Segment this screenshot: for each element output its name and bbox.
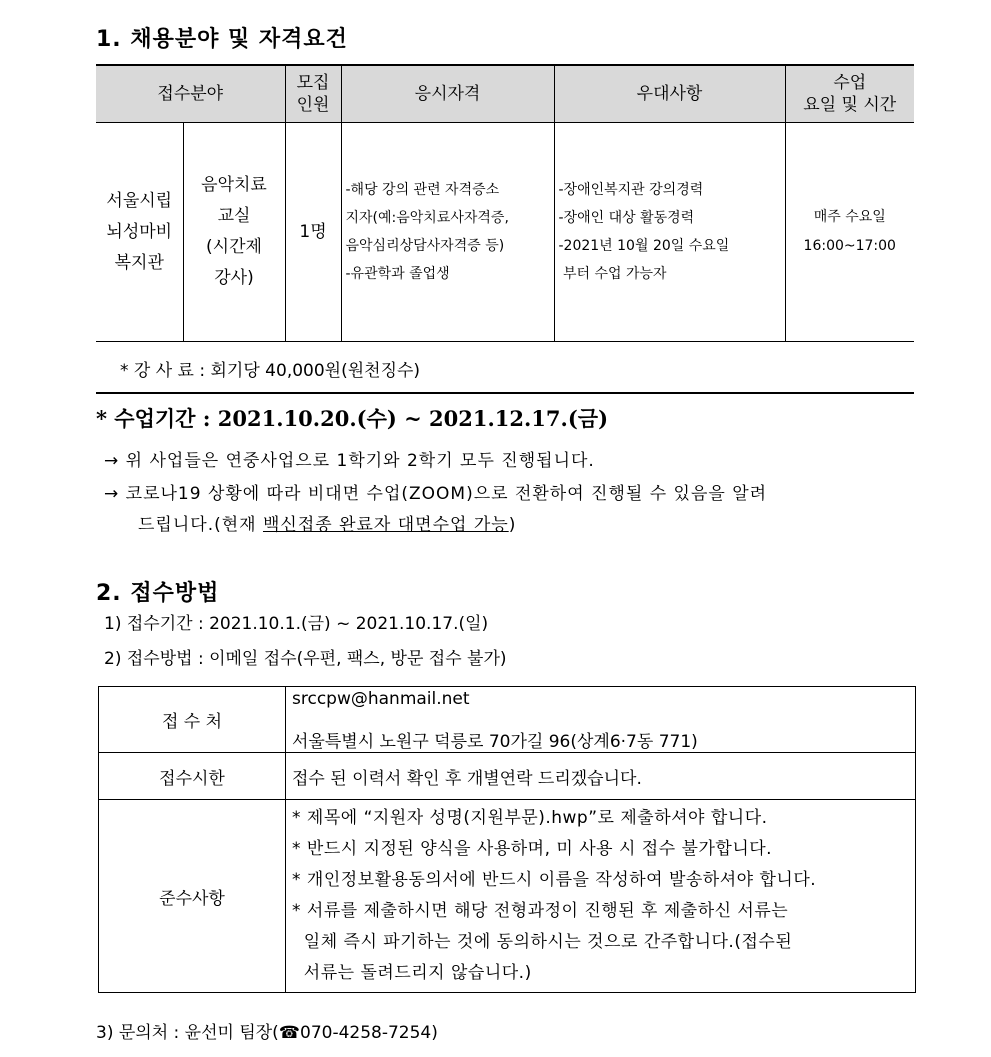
qualification-cell: -해당 강의 관련 자격증소 지자(예:음악치료사자격증, 음악심리상담사자격증 등) -유관학과 졸업생: [341, 123, 554, 342]
count-cell: 1명: [285, 123, 341, 342]
rule-item: * 서류를 제출하시면 해당 전형과정이 진행된 후 제출하신 서류는: [292, 901, 789, 921]
recruitment-table-header: [96, 65, 914, 123]
receiver-address: 서울특별시 노원구 덕릉로 70가길 96(상계6·7동 771): [292, 732, 698, 752]
receiver-label: 접 수 처: [99, 687, 286, 753]
schedule-cell: 매주 수요일 16:00~17:00: [785, 123, 914, 342]
deadline-row: [99, 753, 916, 800]
receiver-row: [99, 687, 916, 753]
header-count: 모집 인원: [285, 65, 341, 123]
rule-item: 일체 즉시 파기하는 것에 동의하시는 것으로 간주합니다.(접수된: [292, 932, 793, 952]
contact-line: 3) 문의처 : 윤선미 팀장(☎070-4258-7254): [96, 1023, 438, 1043]
note-year-round: → 위 사업들은 연중사업으로 1학기와 2학기 모두 진행됩니다.: [104, 451, 595, 471]
header-preference: 우대사항: [554, 65, 785, 123]
deadline-label: 접수시한: [99, 753, 286, 800]
deadline-value: 접수 된 이력서 확인 후 개별연락 드리겠습니다.: [286, 753, 916, 800]
preference-cell: -장애인복지관 강의경력 -장애인 대상 활동경력 -2021년 10월 20일 수요일 부터 수업 가능자: [554, 123, 785, 342]
rule-item: * 개인정보활용동의서에 반드시 이름을 작성하여 발송하셔야 합니다.: [292, 870, 817, 890]
section1-heading: 1. 채용분야 및 자격요건: [96, 27, 348, 52]
rules-list: [286, 800, 916, 993]
header-qualification: 응시자격: [341, 65, 554, 123]
phone-icon: ☎: [278, 1023, 300, 1043]
institution-cell: 서울시립 뇌성마비 복지관: [96, 123, 183, 342]
instructor-fee: * 강 사 료 : 회기당 40,000원(원천징수): [120, 361, 421, 381]
rules-label: 준수사항: [99, 800, 286, 993]
recruitment-table-row: [96, 123, 914, 342]
position-cell: 음악치료 교실 (시간제 강사): [183, 123, 285, 342]
recruitment-table: [96, 64, 914, 342]
class-period: * 수업기간 : 2021.10.20.(수) ~ 2021.12.17.(금): [96, 406, 608, 431]
header-field: 접수분야: [96, 65, 285, 123]
rule-item: 서류는 돌려드리지 않습니다.): [292, 963, 532, 983]
note-online-line1: → 코로나19 상황에 따라 비대면 수업(ZOOM)으로 전환하여 진행될 수 있음을 알려: [104, 484, 768, 504]
vaccinated-note: 백신접종 완료자 대면수업 가능: [262, 515, 509, 535]
application-table: [98, 686, 916, 993]
divider: [96, 392, 914, 394]
application-method: 2) 접수방법 : 이메일 접수(우편, 팩스, 방문 접수 불가): [104, 649, 507, 669]
rules-row: [99, 800, 916, 993]
rule-item: * 반드시 지정된 양식을 사용하며, 미 사용 시 접수 불가합니다.: [292, 839, 773, 859]
receiver-email[interactable]: srccpw@hanmail.net: [292, 689, 470, 709]
application-period: 1) 접수기간 : 2021.10.1.(금) ~ 2021.10.17.(일): [104, 614, 489, 634]
header-schedule: 수업 요일 및 시간: [785, 65, 914, 123]
contact-phone: 070-4258-7254): [300, 1023, 438, 1043]
rule-item: * 제목에 “지원자 성명(지원부문).hwp”로 제출하셔야 합니다.: [292, 808, 768, 828]
note-online-line2: 드립니다.(현재 백신접종 완료자 대면수업 가능): [138, 515, 517, 535]
section2-heading: 2. 접수방법: [96, 581, 220, 606]
